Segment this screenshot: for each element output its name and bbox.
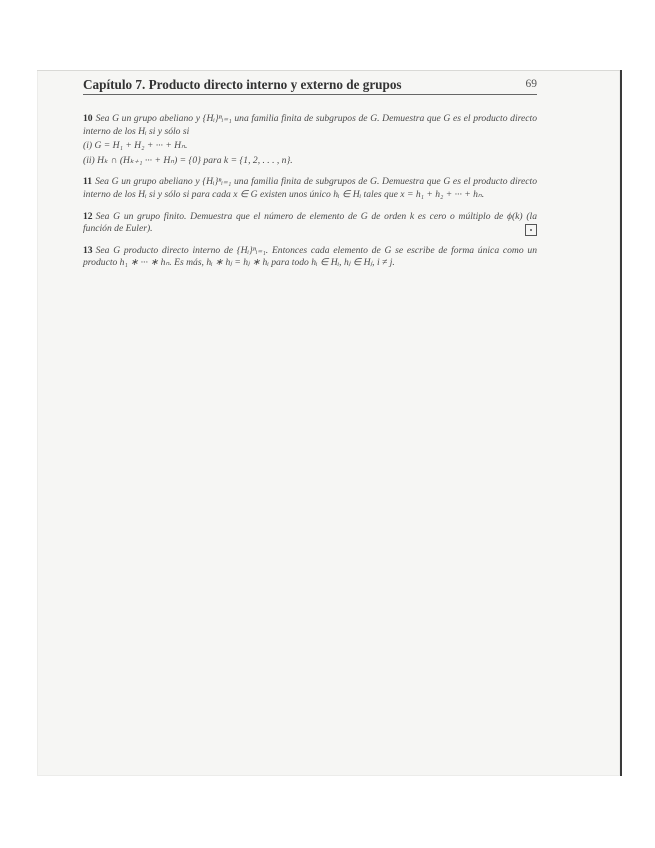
page-edge — [37, 70, 620, 71]
exercise-12 — [83, 211, 537, 236]
end-of-proof-box-icon — [525, 224, 537, 236]
exercise-number: 13 — [83, 244, 93, 256]
exercise-number: 11 — [83, 176, 93, 188]
exercise-item: (i) G = H₁ + H₂ + ··· + Hₙ. — [83, 140, 188, 152]
header-rule — [83, 94, 537, 95]
exercise-item: (ii) Hₖ ∩ (Hₖ₊₁ ··· + Hₙ) = {0} para k = {1, 2, . . . , n}. — [83, 154, 293, 166]
exercise-11 — [83, 176, 537, 201]
page-number: 69 — [525, 78, 537, 90]
running-header — [83, 77, 537, 95]
chapter-title: Capítulo 7. Producto directo interno y externo de grupos — [83, 77, 402, 92]
exercise-number: 12 — [83, 210, 93, 222]
exercise-text: Sea G un grupo abeliano y {Hᵢ}ⁿᵢ₌₁ una familia finita de subgrupos de G. Demuestra que G es el producto directo interno de los Hᵢ si y sólo si para cada x ∈ G existen unos único hᵢ ∈ Hᵢ tales que x = h₁ + h₂ + ··· + hₙ. — [83, 176, 537, 200]
exercise-text: Sea G un grupo abeliano y {Hᵢ}ⁿᵢ₌₁ una familia finita de subgrupos de G. Demuestra que G es el producto directo interno de los Hᵢ si y sólo si — [83, 113, 537, 137]
exercise-list — [83, 113, 537, 279]
exercise-number: 10 — [83, 113, 93, 124]
exercise-text: Sea G un grupo finito. Demuestra que el número de elemento de G de orden k es cero o múltiplo de ϕ(k) (la función de Euler). — [83, 210, 537, 235]
exercise-10 — [83, 113, 537, 167]
exercise-13 — [83, 245, 537, 270]
exercise-text: Sea G producto directo interno de {Hᵢ}ⁿᵢ₌₁. Entonces cada elemento de G se escribe de forma única como un producto h₁ ∗ ··· ∗ hₙ. Es más, hᵢ ∗ hⱼ = hⱼ ∗ hᵢ para todo hᵢ ∈ Hᵢ, hⱼ ∈ Hⱼ, i ≠ j. — [83, 244, 537, 269]
